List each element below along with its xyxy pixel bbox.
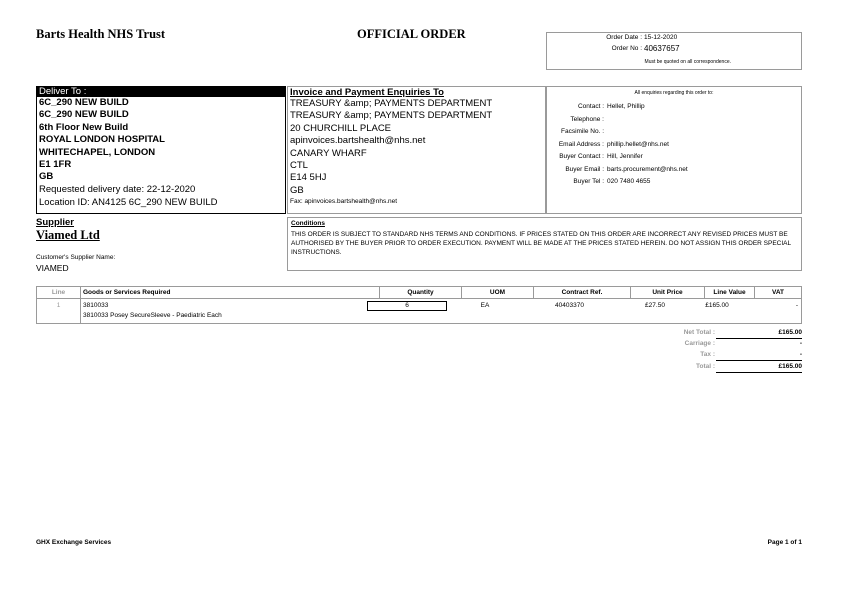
total-label: Total : <box>695 363 715 370</box>
col-header-vat: VAT <box>771 289 785 296</box>
contact-details <box>547 101 688 189</box>
col-header-line-value: Line Value <box>705 287 755 298</box>
invoice-line: E14 5HJ <box>290 172 327 184</box>
col-header-uom: UOM <box>462 287 534 298</box>
address-line: 6th Floor New Build <box>39 121 129 133</box>
address-line: GB <box>39 171 54 183</box>
carriage-label: Carriage : <box>684 340 715 347</box>
conditions-box <box>287 217 802 271</box>
requested-delivery-date: Requested delivery date: 22-12-2020 <box>39 184 196 195</box>
contact-row <box>547 114 688 127</box>
contact-value: Hill, Jennifer <box>607 153 643 160</box>
table-row <box>36 298 802 324</box>
invoice-line: TREASURY &amp; PAYMENTS DEPARTMENT <box>290 98 493 109</box>
contact-value: barts.procurement@nhs.net <box>607 165 688 173</box>
contact-label: Contact : <box>577 103 604 110</box>
col-header-line: Line <box>37 287 81 298</box>
order-date: 15-12-2020 <box>644 34 678 41</box>
contact-value: phillip.hellet@nhs.net <box>607 140 669 148</box>
address-line: 6C_290 NEW BUILD <box>39 97 129 108</box>
invoice-line: TREASURY &amp; PAYMENTS DEPARTMENT <box>290 110 493 122</box>
contact-value: 020 7480 4655 <box>607 178 651 185</box>
document-title: OFFICIAL ORDER <box>357 27 466 41</box>
invoice-line: apinvoices.bartshealth@nhs.net <box>290 135 426 147</box>
deliver-to-heading: Deliver To : <box>37 87 285 97</box>
invoice-line: GB <box>290 184 304 196</box>
supplier-heading: Supplier <box>36 217 75 228</box>
row-uom: EA <box>480 302 490 309</box>
row-line-number: 1 <box>56 302 61 309</box>
conditions-heading: Conditions <box>291 220 325 227</box>
contact-label: Email Address : <box>558 140 604 148</box>
invoice-line: CANARY WHARF <box>290 147 367 159</box>
contact-row <box>547 151 688 164</box>
order-no-label: Order No : <box>611 45 642 52</box>
address-line: WHITECHAPEL, LONDON <box>39 146 156 158</box>
col-header-contract: Contract Ref. <box>534 287 631 298</box>
net-total-value: £165.00 <box>778 329 802 336</box>
contact-label: Buyer Email : <box>565 165 604 173</box>
contact-label: Buyer Tel : <box>573 178 604 185</box>
col-header-unit-price: Unit Price <box>631 287 705 298</box>
tax-value: - <box>799 351 802 358</box>
net-total-label: Net Total : <box>683 329 715 336</box>
invoice-heading: Invoice and Payment Enquiries To <box>290 87 444 98</box>
deliver-to-address <box>39 97 165 184</box>
order-no: 40637657 <box>644 44 680 53</box>
row-line-value: £165.00 <box>705 302 729 309</box>
invoice-line: 20 CHURCHILL PLACE <box>290 122 392 134</box>
contact-box <box>546 86 802 214</box>
contact-label: Buyer Contact : <box>559 153 604 160</box>
contact-row <box>547 101 688 114</box>
address-line: E1 1FR <box>39 159 72 171</box>
order-note: Must be quoted on all correspondence. <box>644 59 731 65</box>
supplier-name: Viamed Ltd <box>36 228 100 242</box>
carriage-value: - <box>799 340 802 347</box>
invoice-line: CTL <box>290 160 308 172</box>
contact-label: Facsimile No. : <box>561 128 604 135</box>
contact-row <box>547 126 688 139</box>
row-unit-price: £27.50 <box>645 302 665 309</box>
contact-heading: All enquiries regarding this order to: <box>634 90 714 96</box>
deliver-to-box <box>36 86 286 214</box>
tax-label: Tax : <box>700 351 715 358</box>
footer-left: GHX Exchange Services <box>36 539 112 546</box>
invoice-address <box>290 98 492 197</box>
row-vat: - <box>795 302 798 309</box>
footer-page-number: Page 1 of 1 <box>767 539 802 546</box>
contact-value: Hellet, Phillip <box>607 103 645 110</box>
order-info-box <box>546 32 802 70</box>
contact-row <box>547 164 688 177</box>
trust-name: Barts Health NHS Trust <box>36 27 166 41</box>
total-value: £165.00 <box>778 363 802 370</box>
row-code: 3810033 <box>83 302 109 309</box>
invoice-fax: Fax: apinvoices.bartshealth@nhs.net <box>290 198 398 205</box>
contact-label: Telephone : <box>570 115 604 123</box>
col-header-goods: Goods or Services Required <box>81 287 380 298</box>
conditions-text: THIS ORDER IS SUBJECT TO STANDARD NHS TERMS AND CONDITIONS. IF PRICES STATED ON THIS ORDER ARE INCORRECT ANY REVISED PRICES MUST BE AUTHORISED BY THE BUYER PRIOR TO ORDER EXECUTION. PAYMENT WILL BE MADE AT THE PRICES STATED HEREIN. DO NOT ASSIGN THIS ORDER SPECIAL INSTRUCTIONS. <box>291 231 791 256</box>
row-description: 3810033 Posey SecureSleeve - Paediatric Each <box>83 312 222 319</box>
address-line: ROYAL LONDON HOSPITAL <box>39 134 165 146</box>
address-line: 6C_290 NEW BUILD <box>39 109 129 121</box>
row-contract-ref: 40403370 <box>555 302 584 309</box>
location-id: Location ID: AN4125 6C_290 NEW BUILD <box>39 197 218 208</box>
contact-row <box>547 139 688 152</box>
customer-supplier-label: Customer's Supplier Name: <box>36 254 116 261</box>
row-quantity: 6 <box>367 301 447 311</box>
contact-row <box>547 176 688 189</box>
customer-supplier-name: VIAMED <box>36 263 69 273</box>
invoice-box <box>287 86 546 214</box>
order-date-label: Order Date : <box>606 34 642 41</box>
table-header <box>36 286 802 298</box>
col-header-quantity: Quantity <box>380 287 462 298</box>
